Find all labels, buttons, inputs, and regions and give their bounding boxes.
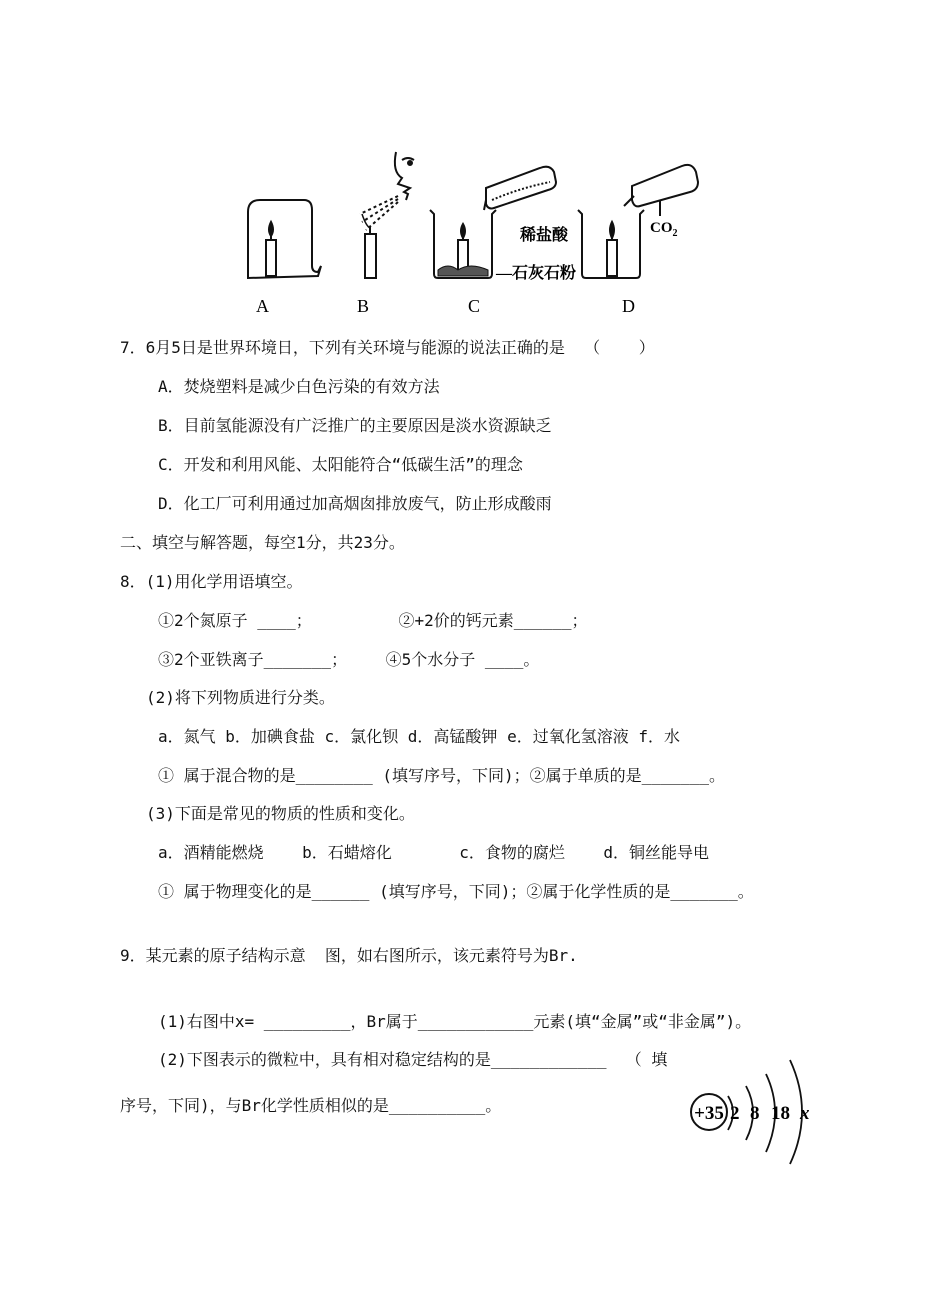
q8-part1: 8．(1)用化学用语填空。 [120, 572, 303, 591]
apparatus-a [248, 200, 321, 278]
q8-line2: ③2个亚铁离子_______； ④5个水分子 ____。 [158, 650, 540, 669]
figure-label-b: B [357, 296, 370, 316]
label-acid: 稀盐酸 [520, 227, 569, 244]
q7-option-b: B．目前氢能源没有广泛推广的主要原因是淡水资源缺乏 [158, 416, 552, 435]
apparatus-d [578, 165, 698, 278]
label-co2: $CO_2$ [650, 220, 678, 239]
q7-option-c: C．开发和利用风能、太阳能符合“低碳生活”的理念 [158, 455, 523, 474]
q8-part2: (2)将下列物质进行分类。 [146, 688, 335, 707]
q7-option-a: A．焚烧塑料是减少白色污染的有效方法 [158, 377, 440, 396]
figure-label-c: C [468, 296, 481, 316]
apparatus-b [360, 152, 414, 278]
experiment-figure [0, 0, 950, 330]
q8-answer3: ① 属于物理变化的是______ (填写序号，下同)；②属于化学性质的是_______。 [158, 882, 754, 901]
shell-count-2: 8 [750, 1103, 760, 1124]
shell-count-3: 18 [771, 1103, 790, 1124]
q9-part1: (1)右图中x= _________，Br属于____________元素(填“金属”或“非金属”)。 [158, 1012, 752, 1031]
section-heading: 二、填空与解答题，每空1分，共23分。 [120, 533, 405, 552]
q8-answer2: ① 属于混合物的是________ (填写序号，下同)；②属于单质的是_______。 [158, 766, 726, 785]
q8-line1: ①2个氮原子 ____； ②+2价的钙元素______； [158, 611, 588, 630]
nucleus-charge: +35 [694, 1103, 724, 1124]
atom-structure-diagram [680, 1056, 820, 1168]
apparatus-c [430, 167, 556, 278]
q8-part3: (3)下面是常见的物质的性质和变化。 [146, 804, 415, 823]
q9-part2: (2)下图表示的微粒中，具有相对稳定结构的是____________ （ 填 [158, 1050, 668, 1069]
q9-part2-cont: 序号，下同)，与Br化学性质相似的是__________。 [120, 1096, 502, 1115]
label-limestone: —石灰石粉 [496, 265, 577, 282]
shell-count-1: 2 [730, 1103, 740, 1124]
figure-label-a: A [256, 296, 269, 316]
q8-items2: a．氮气 b．加碘食盐 c．氯化钡 d．高锰酸钾 e．过氧化氢溶液 f．水 [158, 727, 680, 746]
shell-count-4: x [800, 1103, 810, 1124]
q8-items3: a．酒精能燃烧 b．石蜡熔化 c．食物的腐烂 d．铜丝能导电 [158, 843, 710, 862]
q7-stem: 7．6月5日是世界环境日，下列有关环境与能源的说法正确的是 （ ） [120, 338, 655, 357]
q9-stem: 9．某元素的原子结构示意 图，如右图所示，该元素符号为Br. [120, 946, 578, 965]
q7-option-d: D．化工厂可利用通过加高烟囱排放废气，防止形成酸雨 [158, 494, 552, 513]
figure-label-d: D [622, 296, 635, 316]
